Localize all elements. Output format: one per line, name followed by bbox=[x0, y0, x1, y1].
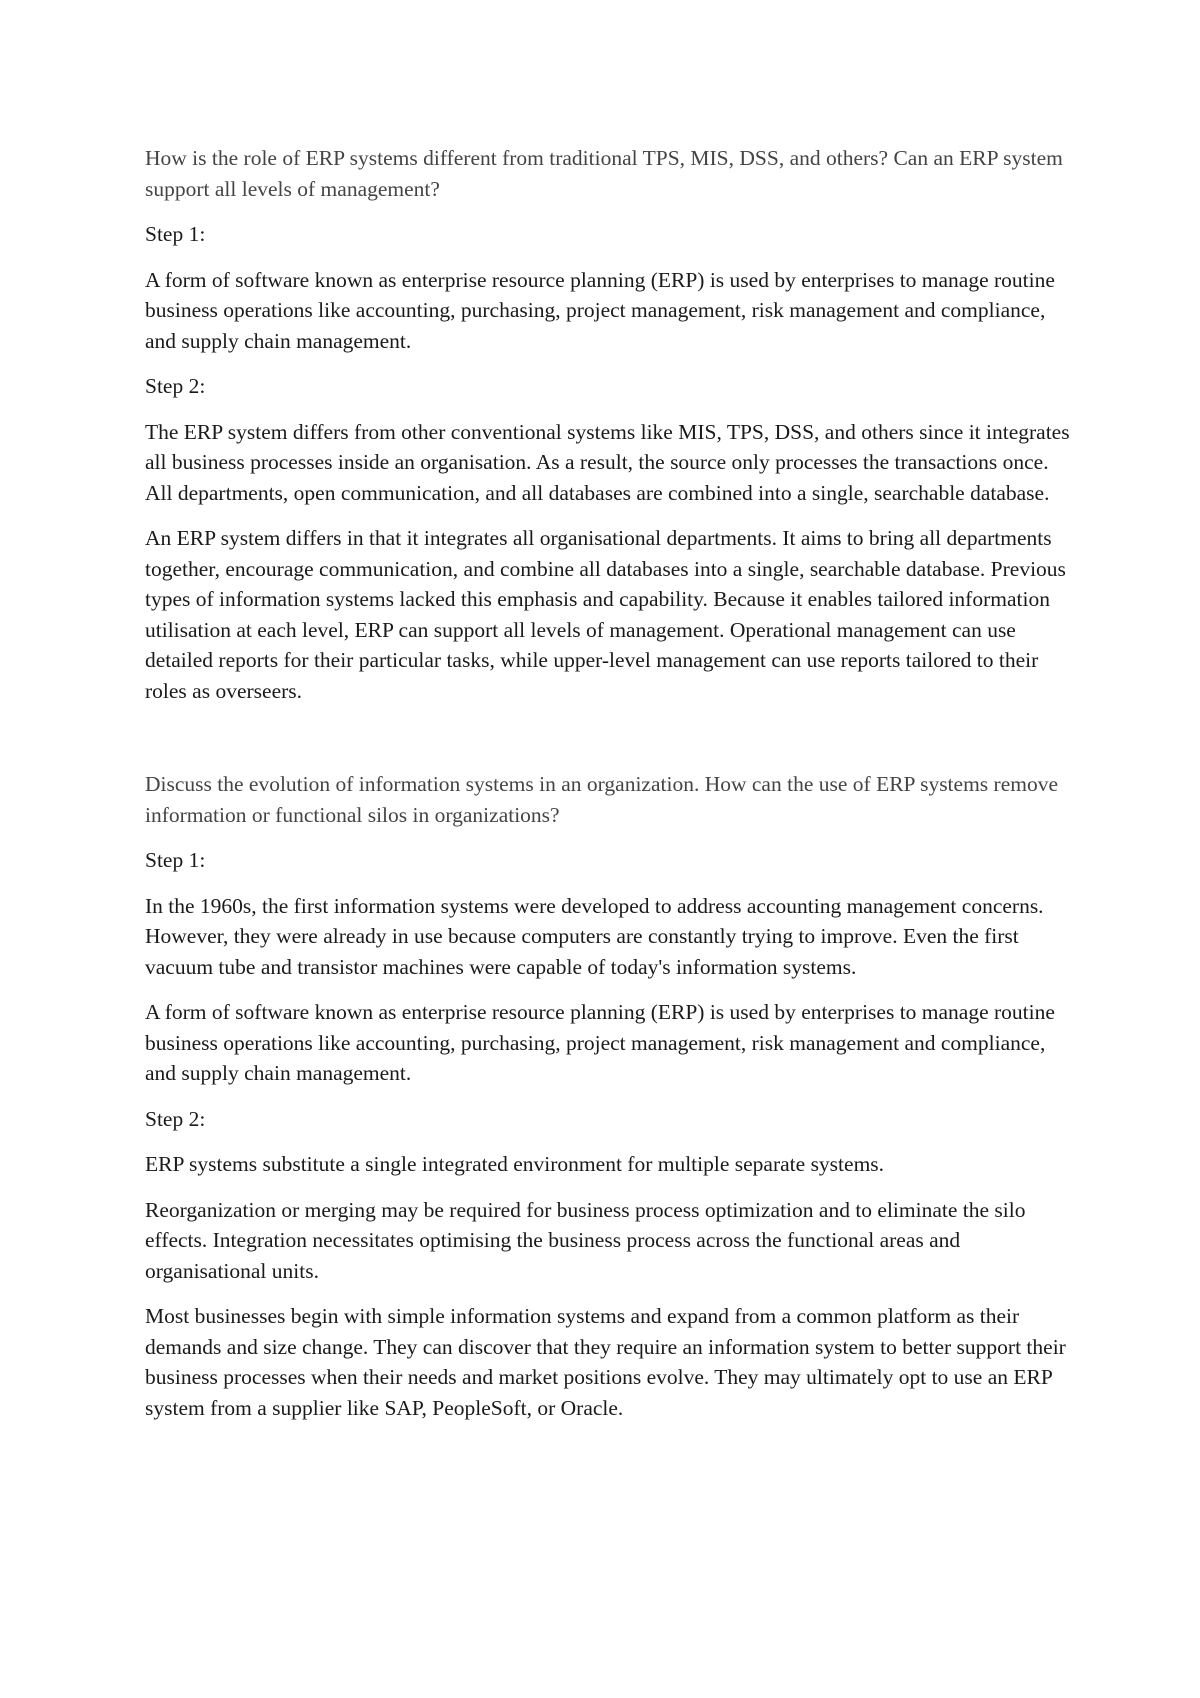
paragraph: Reorganization or merging may be required for business process optimization and to eliminate the silo effects. Integration necessitates optimising the business process across the functional areas and organisational units. bbox=[145, 1197, 1026, 1283]
paragraph: A form of software known as enterprise resource planning (ERP) is used by enterprises to manage routine business operations like accounting, purchasing, project management, risk management and compliance, and supply chain management. bbox=[145, 267, 1055, 353]
paragraph: A form of software known as enterprise resource planning (ERP) is used by enterprises to manage routine business operations like accounting, purchasing, project management, risk management and compliance, and supply chain management. bbox=[145, 1000, 1055, 1085]
step-label: Step 2: bbox=[145, 374, 206, 398]
paragraph: ERP systems substitute a single integrated environment for multiple separate systems. bbox=[145, 1152, 885, 1176]
paragraph: Most businesses begin with simple information systems and expand from a common platform as their demands and size change. They can discover that they require an information system to better support their business processes when their needs and market positions evolve. They may ultimately opt to use an ERP system from a supplier like SAP, PeopleSoft, or Oracle. bbox=[145, 1304, 1066, 1420]
section-spacer bbox=[145, 721, 1075, 769]
step-label: Step 1: bbox=[145, 848, 206, 872]
question-heading: How is the role of ERP systems different from traditional TPS, MIS, DSS, and others? Can an ERP system support all levels of management? bbox=[145, 146, 1063, 201]
question-heading: Discuss the evolution of information systems in an organization. How can the use of ERP systems remove information or functional silos in organizations? bbox=[145, 772, 1059, 827]
step-label: Step 1: bbox=[145, 222, 206, 246]
paragraph: In the 1960s, the first information systems were developed to address accounting management concerns. However, they were already in use because computers are constantly trying to improve. Even the first vacuum tube and transistor machines were capable of today's information systems. bbox=[145, 893, 1044, 979]
document-body bbox=[145, 143, 1075, 1438]
section-is-evolution bbox=[145, 769, 1075, 1423]
paragraph: The ERP system differs from other conventional systems like MIS, TPS, DSS, and others since it integrates all business processes inside an organisation. As a result, the source only processes the transactions once. All departments, open communication, and all databases are combined into a single, searchable database. bbox=[145, 419, 1070, 505]
step-label: Step 2: bbox=[145, 1106, 206, 1131]
paragraph: An ERP system differs in that it integrates all organisational departments. It aims to bring all departments together, encourage communication, and combine all databases into a single, searchable database. Previous types of information systems lacked this emphasis and capability. Because it enables tailored information utilisation at each level, ERP can support all levels of management. Operational management can use detailed reports for their particular tasks, while upper-level management can use reports tailored to their roles as overseers. bbox=[145, 526, 1066, 703]
section-erp-role bbox=[145, 143, 1075, 706]
